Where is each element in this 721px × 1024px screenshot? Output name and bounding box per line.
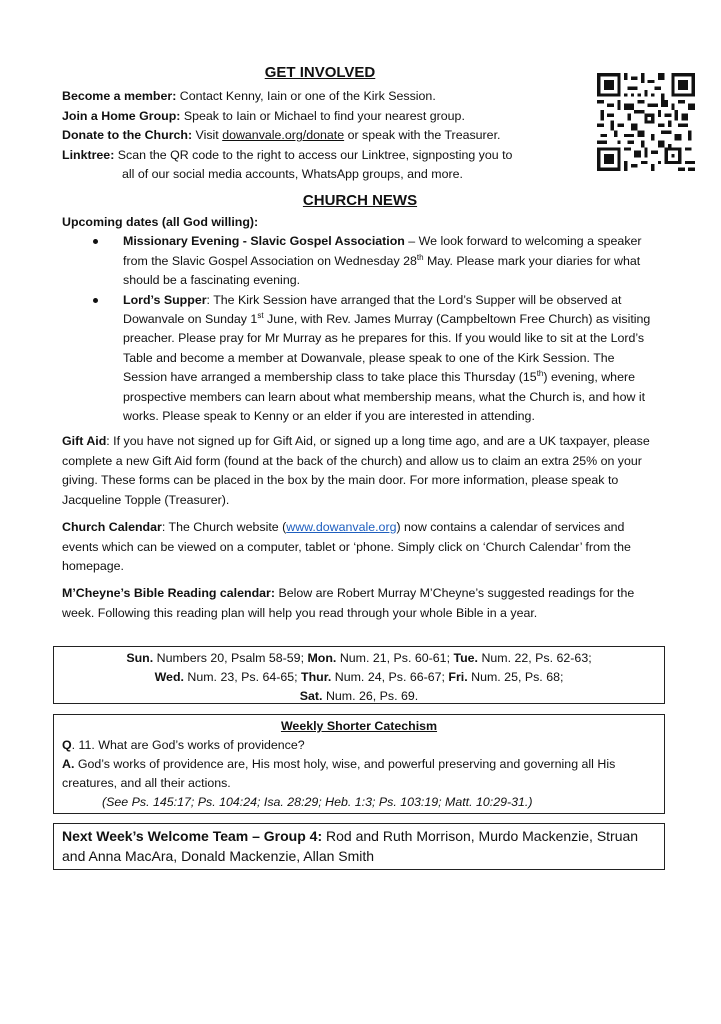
welcome-team-box: [53, 823, 665, 870]
readings-line-2: Wed. Num. 23, Ps. 64-65; Thur. Num. 24, Ps. 66-67; Fri. Num. 25, Ps. 68;: [154, 670, 564, 684]
donate-line: Donate to the Church: Visit dowanvale.org/donate or speak with the Treasurer.: [62, 128, 501, 143]
website-link[interactable]: www.dowanvale.org: [286, 520, 397, 535]
readings-line-3: Sat. Num. 26, Ps. 69.: [299, 689, 419, 703]
catechism-box: [53, 714, 665, 814]
catechism-question: Q. 11. What are God’s works of providence?: [62, 738, 305, 752]
church-calendar-paragraph: Church Calendar: The Church website (www.dowanvale.org) now contains a calendar of services and events which can be viewed on a computer, tablet or ‘phone. Simply click on ‘Church Calendar’ from the homepage.: [62, 520, 631, 573]
church-news-body: [62, 213, 662, 631]
readings-line-1: Sun. Numbers 20, Psalm 58-59; Mon. Num. 21, Ps. 60-61; Tue. Num. 22, Ps. 62-63;: [126, 651, 592, 665]
linktree-line-2: all of our social media accounts, WhatsApp groups, and more.: [122, 167, 463, 182]
readings-box: [53, 646, 665, 704]
linktree-line: Linktree: Scan the QR code to the right to access our Linktree, signposting you to: [62, 147, 513, 162]
get-involved-heading: GET INVOLVED: [264, 64, 376, 81]
catechism-answer: A. God’s works of providence are, His most holy, wise, and powerful preserving and governing all His creatures, and all their actions.: [62, 757, 616, 790]
become-member-line: Become a member: Contact Kenny, Iain or one of the Kirk Session.: [62, 89, 436, 103]
welcome-team-label: Next Week’s Welcome Team – Group 4:: [62, 828, 323, 844]
list-item-missionary-evening: Missionary Evening - Slavic Gospel Association – We look forward to welcoming a speaker from the Slavic Gospel Association on Wednesday 28th May. Please mark your diaries for what should be a fascinating evening.: [62, 232, 662, 290]
get-involved-list: [62, 87, 592, 185]
church-news-heading: CHURCH NEWS: [302, 192, 418, 209]
upcoming-dates-heading: Upcoming dates (all God willing):: [62, 215, 259, 229]
bullet-icon: [93, 298, 98, 303]
welcome-team-names: Rod and Ruth Morrison, Murdo Mackenzie, Struan and Anna MacAra, Donald Mackenzie, Allan Smith: [62, 828, 639, 864]
list-item-lords-supper: Lord’s Supper: The Kirk Session have arranged that the Lord’s Supper will be observed at Dowanvale on Sunday 1st June, with Rev. James Murray (Campbeltown Free Church) as visiting preacher. Please pray for Mr Murray as he prepares for this. If you would like to sit at the Lord’s Table and become a member at Dowanvale, please speak to one of the Kirk Session. The Session have arranged a membership class to take place this Thursday (15th) evening, where prospective members can learn about what membership means, what the Church is, and how it works. Please speak to Kenny or an elder if you are interested in attending.: [62, 291, 662, 427]
upcoming-list: [62, 232, 662, 426]
catechism-title: Weekly Shorter Catechism: [280, 719, 438, 733]
donate-link[interactable]: dowanvale.org/donate: [222, 128, 345, 143]
gift-aid-paragraph: Gift Aid: If you have not signed up for Gift Aid, or signed up a long time ago, and are a UK taxpayer, please complete a new Gift Aid form (found at the back of the church) and allow us to claim an extra 25% on your giving. These forms can be placed in the box by the main door. For more information, please speak to Jacqueline Topple (Treasurer).: [62, 434, 650, 507]
bullet-icon: [93, 239, 98, 244]
mcheyne-paragraph: M’Cheyne’s Bible Reading calendar: Below are Robert Murray M’Cheyne’s suggested readings for the week. Following this reading plan will help you read through your whole Bible in a year.: [62, 586, 635, 620]
home-group-line: Join a Home Group: Speak to Iain or Michael to find your nearest group.: [62, 108, 465, 123]
catechism-references: (See Ps. 145:17; Ps. 104:24; Isa. 28:29; Heb. 1:3; Ps. 103:19; Matt. 10:29-31.): [102, 795, 533, 809]
qr-code-icon[interactable]: [597, 73, 695, 171]
